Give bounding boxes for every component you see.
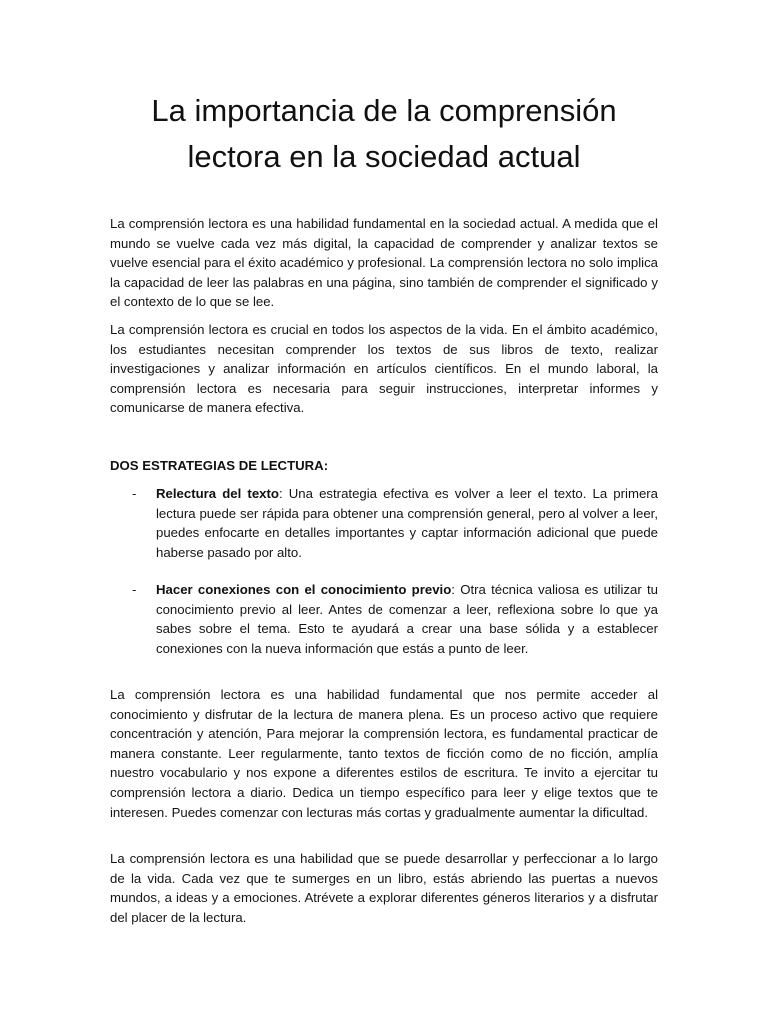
strategy-text: [156, 484, 658, 562]
paragraph-intro: La comprensión lectora es una habilidad fundamental en la sociedad actual. A medida que el mundo se vuelve cada vez más digital, la capacidad de comprender y analizar textos se vuelve esencial para el éxito académico y profesional. La comprensión lectora no solo implica la capacidad de leer las palabras en una página, sino también de comprender el significado y el contexto de lo que se lee.: [110, 216, 658, 310]
document-title: La importancia de la comprensión lectora en la sociedad actual: [151, 93, 617, 174]
list-bullet: -: [132, 486, 137, 501]
strategy-term: Relectura del texto: [156, 486, 279, 501]
list-bullet: -: [132, 582, 137, 597]
strategy-description: : Otra técnica valiosa es utilizar tu conocimiento previo al leer. Antes de comenzar a leer, reflexiona sobre lo que ya sabes sobre el tema. Esto te ayudará a crear una base sólida y a establecer conexiones con la nueva información que estás a punto de leer.: [156, 582, 658, 656]
strategy-term: Hacer conexiones con el conocimiento previo: [156, 582, 452, 597]
paragraph-conclusion: La comprensión lectora es una habilidad que se puede desarrollar y perfeccionar a lo largo de la vida. Cada vez que te sumerges en un libro, estás abriendo las puertas a nuevos mundos, a ideas y a emociones. Atrévete a explorar diferentes géneros literarios y a disfrutar del placer de la lectura.: [110, 851, 658, 925]
strategy-description: : Una estrategia efectiva es volver a leer el texto. La primera lectura puede ser rápida para obtener una comprensión general, pero al volver a leer, puedes enfocarte en detalles importantes y captar información adicional que puede haberse pasado por alto.: [156, 486, 659, 560]
paragraph-importance: La comprensión lectora es crucial en todos los aspectos de la vida. En el ámbito académico, los estudiantes necesitan comprender los textos de sus libros de texto, realizar investigaciones y analizar información en artículos científicos. En el mundo laboral, la comprensión lectora es necesaria para seguir instrucciones, interpretar informes y comunicarse de manera efectiva.: [110, 322, 658, 416]
strategy-item-prior-knowledge: [132, 580, 658, 658]
strategy-item-rereading: [132, 484, 658, 562]
strategy-text: [156, 580, 658, 658]
strategies-heading: DOS ESTRATEGIAS DE LECTURA:: [110, 458, 329, 473]
paragraph-practice: La comprensión lectora es una habilidad fundamental que nos permite acceder al conocimiento y disfrutar de la lectura de manera plena. Es un proceso activo que requiere concentración y atención, Para mejorar la comprensión lectora, es fundamental practicar de manera constante. Leer regularmente, tanto textos de ficción como de no ficción, amplía nuestro vocabulario y nos expone a diferentes estilos de escritura. Te invito a ejercitar tu comprensión lectora a diario. Dedica un tiempo específico para leer y elige textos que te interesen. Puedes comenzar con lecturas más cortas y gradualmente aumentar la dificultad.: [110, 687, 658, 820]
